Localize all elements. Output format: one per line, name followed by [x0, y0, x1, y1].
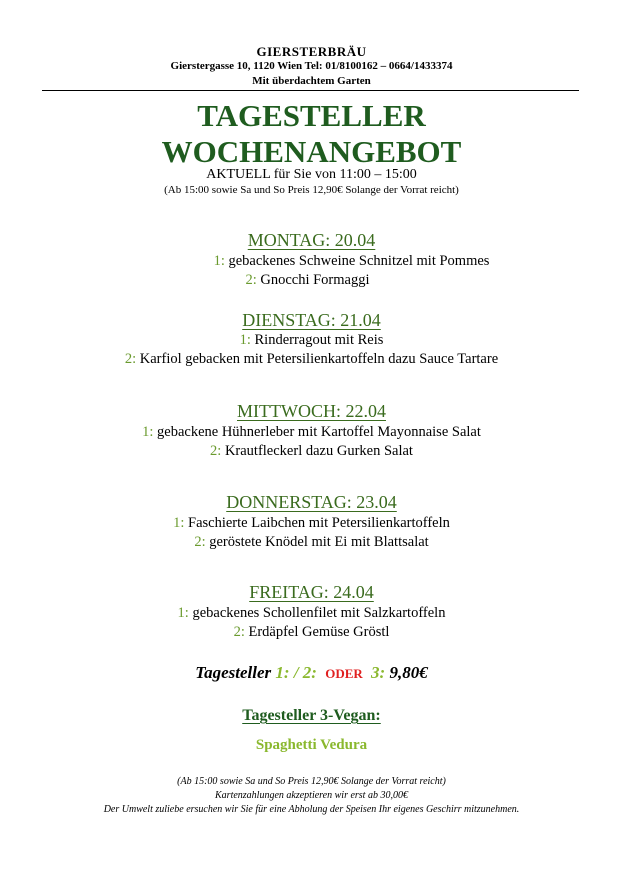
- dish-tuesday-1: [0, 332, 623, 349]
- restaurant-garden-note: Mit überdachtem Garten: [252, 75, 371, 87]
- dish-number: 2:: [194, 534, 206, 550]
- aktuell-hours: AKTUELL für Sie von 11:00 – 15:00: [206, 167, 417, 182]
- restaurant-address: Gierstergasse 10, 1120 Wien Tel: 01/8100162 – 0664/1433374: [170, 60, 453, 72]
- day-heading-monday: MONTAG: 20.04: [247, 230, 376, 250]
- dish-text: Erdäpfel Gemüse Gröstl: [248, 624, 390, 640]
- dish-text: Rinderragout mit Reis: [254, 332, 384, 348]
- dish-number: 1:: [239, 332, 251, 348]
- header-divider: [42, 90, 579, 91]
- dish-tuesday-2: [0, 351, 623, 368]
- day-heading-tuesday: DIENSTAG: 21.04: [242, 310, 381, 330]
- summary-option3: 3:: [371, 663, 386, 682]
- dish-number: 2:: [233, 624, 245, 640]
- footer-price-note: (Ab 15:00 sowie Sa und So Preis 12,90€ Solange der Vorrat reicht): [177, 776, 446, 787]
- dish-text: gebackenes Schollenfilet mit Salzkartoffeln: [192, 605, 446, 621]
- title-tagesteller: TAGESTELLER: [197, 98, 426, 133]
- dish-text: Krautfleckerl dazu Gurken Salat: [224, 443, 413, 459]
- dish-friday-2: [0, 624, 623, 641]
- dish-monday-2: [0, 272, 619, 289]
- footer-environment-note: Der Umwelt zuliebe ersuchen wir Sie für eine Abholung der Speisen Ihr eigenes Geschirr mitzunehmen.: [103, 804, 520, 815]
- dish-thursday-1: [0, 515, 623, 532]
- dish-number: 1:: [177, 605, 189, 621]
- day-heading-thursday: DONNERSTAG: 23.04: [226, 492, 397, 512]
- day-heading-wednesday: MITTWOCH: 22.04: [237, 401, 386, 421]
- restaurant-name: GIERSTERBRÄU: [256, 44, 367, 59]
- dish-number: 2:: [124, 351, 137, 367]
- price-note-top: (Ab 15:00 sowie Sa und So Preis 12,90€ Solange der Vorrat reicht): [164, 184, 459, 196]
- dish-thursday-2: [0, 534, 623, 551]
- dish-number: 2:: [210, 443, 222, 459]
- price-summary: [0, 663, 623, 683]
- vegan-dish: Spaghetti Vedura: [255, 737, 368, 753]
- summary-price: 9,80€: [389, 663, 428, 682]
- dish-monday-1: [40, 253, 623, 270]
- summary-options: 1: / 2:: [275, 663, 317, 682]
- footer-card-note: Kartenzahlungen akzeptieren wir erst ab 30,00€: [215, 790, 408, 801]
- dish-text: gebackenes Schweine Schnitzel mit Pommes: [228, 253, 490, 269]
- dish-text: Gnocchi Formaggi: [260, 272, 370, 288]
- summary-label: Tagesteller: [195, 663, 272, 682]
- dish-wednesday-1: [0, 424, 623, 441]
- dish-text: Faschierte Laibchen mit Petersilienkartoffeln: [188, 515, 450, 531]
- dish-number: 1:: [213, 253, 225, 269]
- dish-text: Karfiol gebacken mit Petersilienkartoffeln dazu Sauce Tartare: [139, 351, 499, 367]
- title-wochenangebot: WOCHENANGEBOT: [161, 134, 462, 169]
- dish-text: geröstete Knödel mit Ei mit Blattsalat: [209, 534, 429, 550]
- summary-oder: ODER: [325, 666, 363, 681]
- day-heading-friday: FREITAG: 24.04: [249, 582, 374, 602]
- dish-friday-1: [0, 605, 623, 622]
- dish-text: gebackene Hühnerleber mit Kartoffel Mayonnaise Salat: [157, 424, 481, 440]
- vegan-title: Tagesteller 3-Vegan:: [242, 707, 381, 724]
- dish-number: 2:: [245, 272, 257, 288]
- dish-wednesday-2: [0, 443, 623, 460]
- dish-number: 1:: [142, 424, 154, 440]
- dish-number: 1:: [173, 515, 185, 531]
